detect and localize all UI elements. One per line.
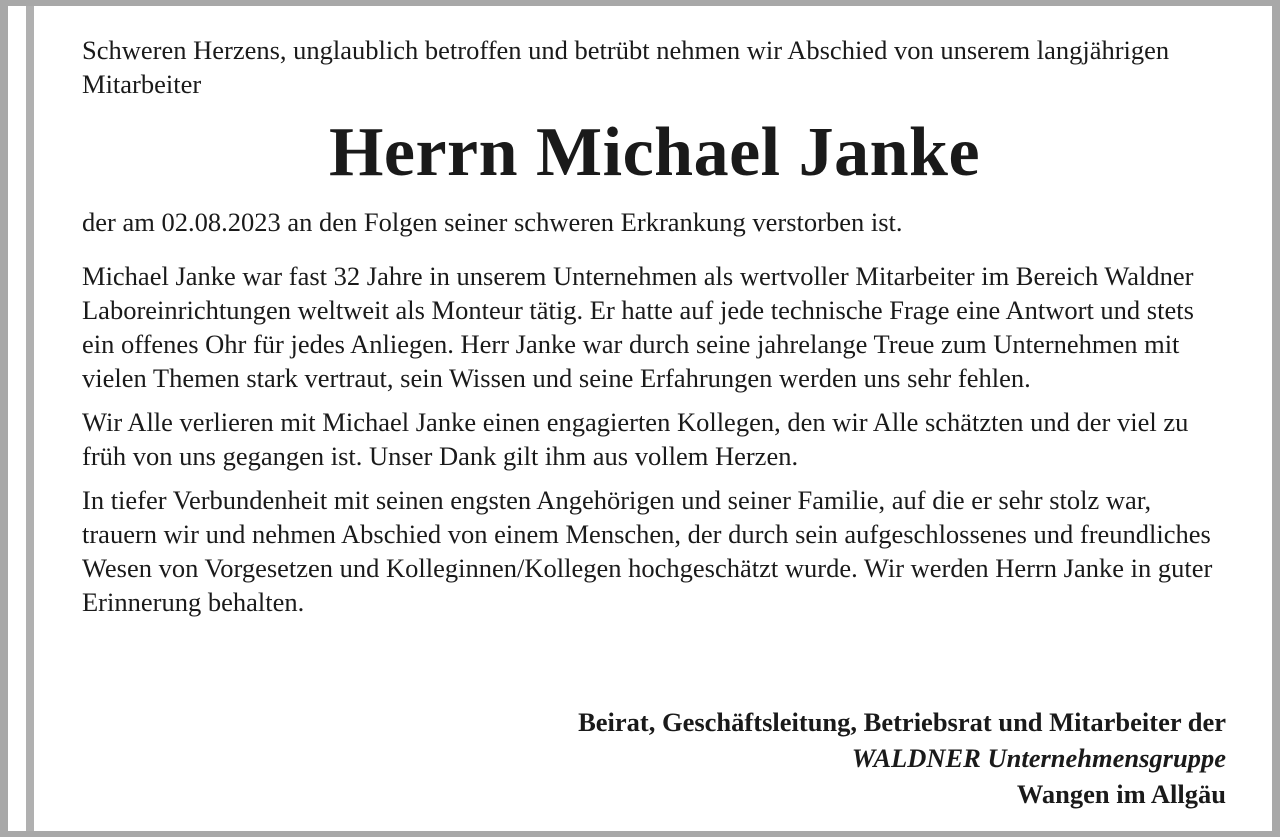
signature-place: Wangen im Allgäu [1016,779,1226,809]
paragraph-colleague: Wir Alle verlieren mit Michael Janke einen engagierten Kollegen, den wir Alle schätzten und der viel zu früh von uns gegangen ist. Unser Dank gilt ihm aus vollem Herzen. [82,407,1189,471]
paragraph-career: Michael Janke war fast 32 Jahre in unserem Unternehmen als wertvoller Mitarbeiter im Bereich Waldner Laboreinrichtungen weltweit als Monteur tätig. Er hatte auf jede technische Frage eine Antwort und stets ein offenes Ohr für jedes Anliegen. Herr Janke war durch seine jahrelange Treue zum Unternehmen mit vielen Themen stark vertraut, sein Wissen und seine Erfahrungen werden uns sehr fehlen. [82,261,1194,393]
signature-company: WALDNER Unternehmensgruppe [851,743,1226,773]
signature-block [578,704,1226,812]
death-statement: der am 02.08.2023 an den Folgen seiner schweren Erkrankung verstorben ist. [82,207,903,237]
left-rule [26,6,34,831]
signature-line: Beirat, Geschäftsleitung, Betriebsrat und Mitarbeiter der [578,707,1226,737]
intro-text: Schweren Herzens, unglaublich betroffen und betrübt nehmen wir Abschied von unserem langjährigen Mitarbeiter [82,35,1170,99]
deceased-name: Herrn Michael Janke [328,114,981,191]
paragraph-farewell: In tiefer Verbundenheit mit seinen engsten Angehörigen und seiner Familie, auf die er sehr stolz war, trauern wir und nehmen Abschied von einem Menschen, der durch sein aufgeschlossenes und freundliches Wesen von Vorgesetzen und Kolleginnen/Kollegen hochgeschätzt wurde. Wir werden Herrn Janke in guter Erinnerung behalten. [82,485,1213,617]
notice-body [82,33,1227,629]
